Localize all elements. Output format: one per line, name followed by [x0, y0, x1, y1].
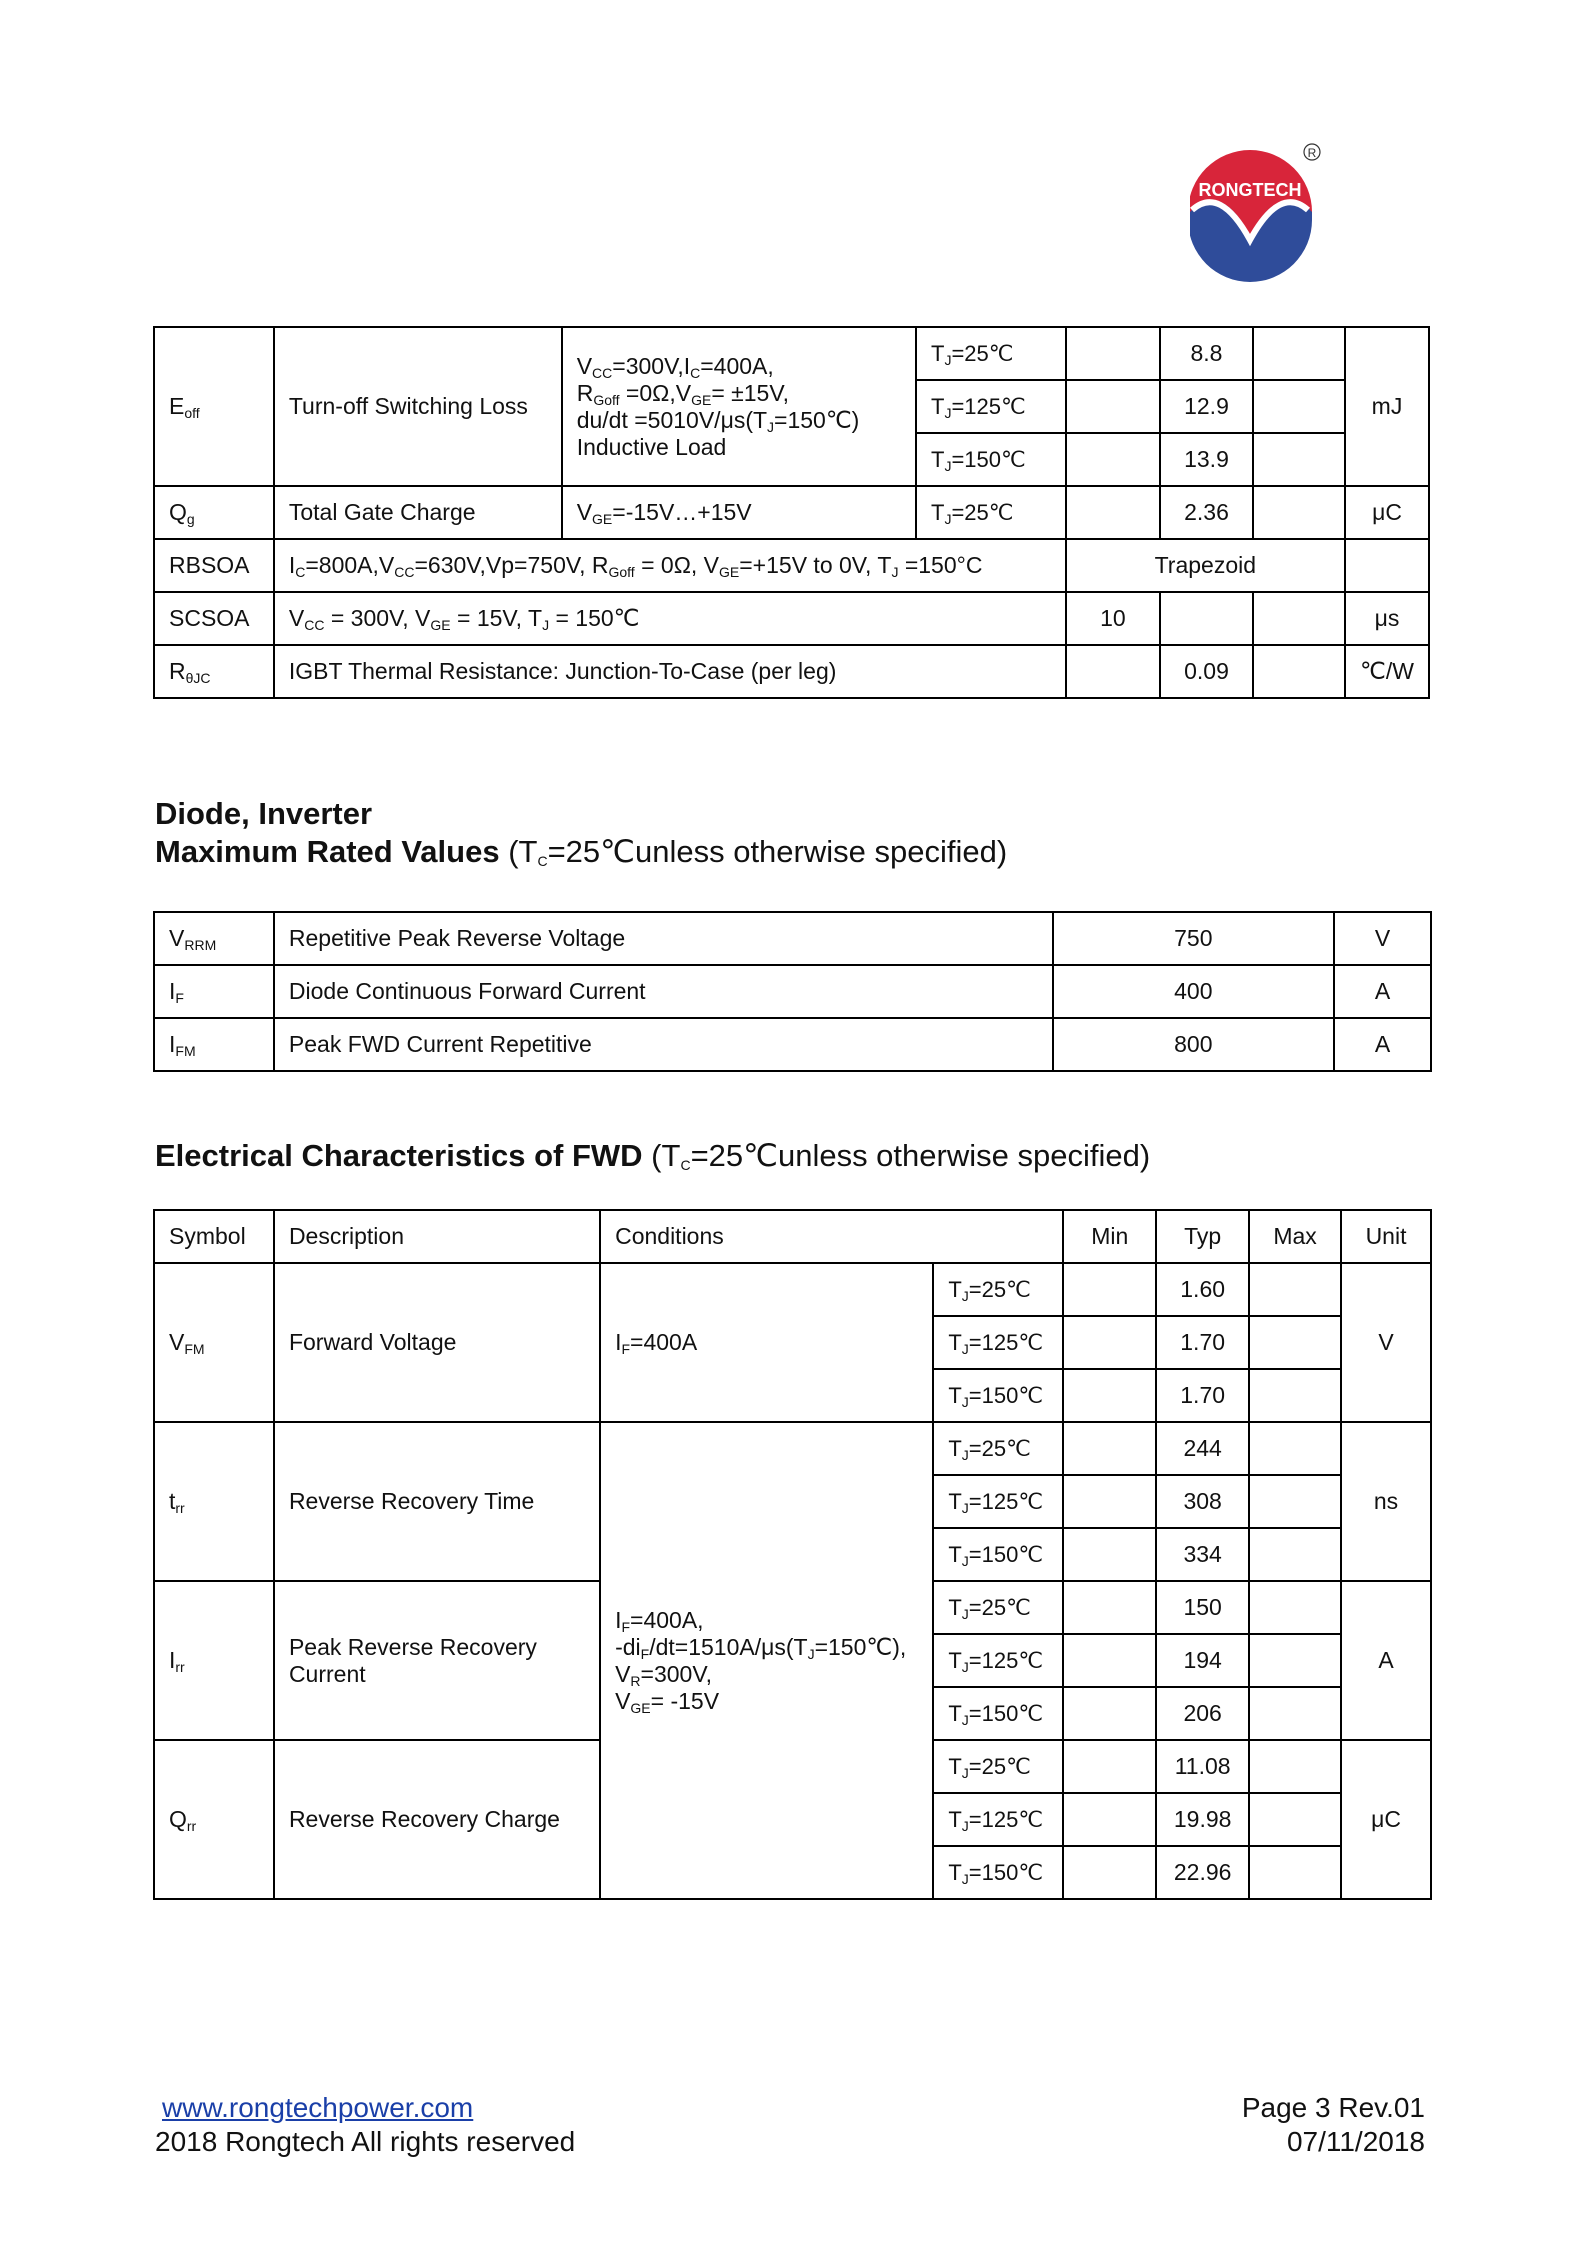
typ-cell: 2.36 — [1160, 486, 1253, 539]
max-cell — [1249, 1475, 1341, 1528]
min-cell — [1063, 1528, 1156, 1581]
tj-cell: $T_J=150℃$ — [933, 1528, 1063, 1581]
min-cell — [1063, 1687, 1156, 1740]
table-row — [154, 327, 1429, 380]
tj-cell: $T_J=125℃$ — [933, 1316, 1063, 1369]
qg-description: Total Gate Charge — [274, 486, 562, 539]
max-cell — [1249, 1369, 1341, 1422]
max-cell — [1249, 1263, 1341, 1316]
typ-cell: 19.98 — [1156, 1793, 1249, 1846]
vfm-symbol: $V_{FM}$ — [154, 1263, 274, 1422]
table-row — [154, 592, 1429, 645]
min-cell — [1066, 327, 1160, 380]
table-row — [154, 965, 1431, 1018]
typ-cell: 22.96 — [1156, 1846, 1249, 1899]
tj-cell: $T_J=25℃$ — [933, 1740, 1063, 1793]
qg-conditions: $V_{GE}=-15V\dots+15V$ — [562, 486, 916, 539]
footer-url[interactable] — [162, 2092, 473, 2124]
diode-max-rated-table — [153, 911, 1432, 1072]
fwd-characteristics-heading: Electrical Characteristics of FWD ($T_C=25℃unless$ otherwise specified) — [155, 1138, 1151, 1173]
ifm-symbol: $I_{FM}$ — [154, 1018, 274, 1071]
min-cell — [1063, 1793, 1156, 1846]
typ-cell: 8.8 — [1160, 327, 1253, 380]
fwd-shared-conditions: $I_F=400A$, $-di_F/dt=1510A/\mu s(T_J=150℃)$, $V_R=300V$, $V_{GE}= -15V$ — [600, 1422, 933, 1899]
qrr-symbol: $Q_{rr}$ — [154, 1740, 274, 1899]
col-header-unit: Unit — [1341, 1210, 1431, 1263]
trr-unit: ns — [1341, 1422, 1431, 1581]
rbsoa-symbol: RBSOA — [154, 539, 274, 592]
tj-cell: $T_J=125℃$ — [933, 1634, 1063, 1687]
scsoa-unit: μs — [1345, 592, 1429, 645]
max-cell — [1253, 592, 1345, 645]
tj-cell: $T_J=25℃$ — [916, 486, 1066, 539]
tj-cell: $T_J=150℃$ — [933, 1687, 1063, 1740]
irr-symbol: $I_{rr}$ — [154, 1581, 274, 1740]
typ-cell: 244 — [1156, 1422, 1249, 1475]
max-cell — [1249, 1634, 1341, 1687]
min-cell — [1066, 486, 1160, 539]
fwd-characteristics-table — [153, 1209, 1432, 1900]
tj-cell: $T_J=150℃$ — [916, 433, 1066, 486]
typ-cell: 1.60 — [1156, 1263, 1249, 1316]
vrrm-value: 750 — [1053, 912, 1335, 965]
tj-cell: $T_J=25℃$ — [933, 1581, 1063, 1634]
typ-cell: 150 — [1156, 1581, 1249, 1634]
rbsoa-value: Trapezoid — [1066, 539, 1345, 592]
max-cell — [1249, 1793, 1341, 1846]
table-row — [154, 486, 1429, 539]
eoff-conditions: $V_{CC}=300V,I_C=400A$, $R_{Goff} =0\Omega,V_{GE}= \pm 15V$, $du/dt =5010V/\mu s(T_J=150℃)$ Inductive Load — [562, 327, 916, 486]
trr-description: Reverse Recovery Time — [274, 1422, 600, 1581]
igbt-characteristics-table — [153, 326, 1430, 699]
scsoa-symbol: SCSOA — [154, 592, 274, 645]
qg-unit: μC — [1345, 486, 1429, 539]
min-cell — [1063, 1475, 1156, 1528]
vfm-conditions: $I_F=400A$ — [600, 1263, 933, 1422]
max-cell — [1249, 1422, 1341, 1475]
ifm-description: Peak FWD Current Repetitive — [274, 1018, 1053, 1071]
logo-text: RONGTECH — [1198, 180, 1302, 200]
qg-symbol: $Q_g$ — [154, 486, 274, 539]
trr-symbol: $t_{rr}$ — [154, 1422, 274, 1581]
qrr-description: Reverse Recovery Charge — [274, 1740, 600, 1899]
eoff-symbol: $E_{off}$ — [154, 327, 274, 486]
irr-description: Peak Reverse Recovery Current — [274, 1581, 600, 1740]
rth-description: IGBT Thermal Resistance: Junction-To-Case (per leg) — [274, 645, 1066, 698]
svg-text:R: R — [1307, 146, 1317, 160]
typ-cell: 1.70 — [1156, 1316, 1249, 1369]
min-cell — [1063, 1263, 1156, 1316]
col-header-symbol: Symbol — [154, 1210, 274, 1263]
tj-cell: $T_J=125℃$ — [933, 1793, 1063, 1846]
footer-copyright: 2018 Rongtech All rights reserved — [155, 2126, 576, 2157]
min-cell — [1063, 1369, 1156, 1422]
typ-cell: 0.09 — [1160, 645, 1253, 698]
min-cell — [1063, 1846, 1156, 1899]
max-cell — [1249, 1581, 1341, 1634]
max-cell — [1249, 1846, 1341, 1899]
table-row — [154, 539, 1429, 592]
table-row — [154, 1422, 1431, 1475]
typ-cell: 1.70 — [1156, 1369, 1249, 1422]
max-cell — [1249, 1528, 1341, 1581]
rongtech-logo — [1190, 140, 1335, 285]
table-row — [154, 1263, 1431, 1316]
min-cell — [1066, 433, 1160, 486]
if-symbol: $I_F$ — [154, 965, 274, 1018]
tj-cell: $T_J=150℃$ — [933, 1846, 1063, 1899]
vrrm-description: Repetitive Peak Reverse Voltage — [274, 912, 1053, 965]
typ-cell: 194 — [1156, 1634, 1249, 1687]
table-row — [154, 912, 1431, 965]
col-header-typ: Typ — [1156, 1210, 1249, 1263]
rth-unit: ℃/W — [1345, 645, 1429, 698]
typ-cell: 206 — [1156, 1687, 1249, 1740]
min-cell: 10 — [1066, 592, 1160, 645]
max-rated-values-heading: Maximum Rated Values ($T_C=25℃unless$ otherwise specified) — [155, 834, 1008, 869]
min-cell — [1063, 1740, 1156, 1793]
max-cell — [1253, 433, 1345, 486]
typ-cell: 11.08 — [1156, 1740, 1249, 1793]
footer-date: 07/11/2018 — [1286, 2126, 1425, 2157]
min-cell — [1066, 645, 1160, 698]
typ-cell: 13.9 — [1160, 433, 1253, 486]
table-row — [154, 1018, 1431, 1071]
col-header-min: Min — [1063, 1210, 1156, 1263]
scsoa-conditions: $V_{CC} = 300V$, $V_{GE} = 15V$, $T_J$ = 150℃ — [274, 592, 1066, 645]
min-cell — [1063, 1581, 1156, 1634]
min-cell — [1063, 1422, 1156, 1475]
ifm-value: 800 — [1053, 1018, 1335, 1071]
diode-section-title: Diode, Inverter — [155, 796, 373, 831]
footer-page: Page 3 Rev.01 — [1241, 2092, 1425, 2123]
vrrm-symbol: $V_{RRM}$ — [154, 912, 274, 965]
if-description: Diode Continuous Forward Current — [274, 965, 1053, 1018]
typ-cell — [1160, 592, 1253, 645]
typ-cell: 334 — [1156, 1528, 1249, 1581]
min-cell — [1066, 380, 1160, 433]
col-header-description: Description — [274, 1210, 600, 1263]
vfm-description: Forward Voltage — [274, 1263, 600, 1422]
max-cell — [1249, 1740, 1341, 1793]
vrrm-unit: V — [1334, 912, 1431, 965]
typ-cell: 308 — [1156, 1475, 1249, 1528]
qrr-unit: μC — [1341, 1740, 1431, 1899]
if-unit: A — [1334, 965, 1431, 1018]
min-cell — [1063, 1316, 1156, 1369]
tj-cell: $T_J=125℃$ — [916, 380, 1066, 433]
max-cell — [1249, 1687, 1341, 1740]
eoff-unit: mJ — [1345, 327, 1429, 486]
tj-cell: $T_J=150℃$ — [933, 1369, 1063, 1422]
eoff-description: Turn-off Switching Loss — [274, 327, 562, 486]
ifm-unit: A — [1334, 1018, 1431, 1071]
table-header-row — [154, 1210, 1431, 1263]
tj-cell: $T_J=25℃$ — [933, 1263, 1063, 1316]
max-cell — [1253, 645, 1345, 698]
max-cell — [1253, 486, 1345, 539]
website-link[interactable]: www.rongtechpower.com — [162, 2092, 474, 2123]
tj-cell: $T_J=125℃$ — [933, 1475, 1063, 1528]
rbsoa-conditions: $I_C=800A,V_{CC}=630V,Vp=750V$, $R_{Goff} = 0\Omega$, $V_{GE}=+15V$ to 0V, $T_J =150^\circ C$ — [274, 539, 1066, 592]
max-cell — [1253, 327, 1345, 380]
irr-unit: A — [1341, 1581, 1431, 1740]
col-header-conditions: Conditions — [600, 1210, 1063, 1263]
if-value: 400 — [1053, 965, 1335, 1018]
min-cell — [1063, 1634, 1156, 1687]
vfm-unit: V — [1341, 1263, 1431, 1422]
tj-cell: $T_J=25℃$ — [933, 1422, 1063, 1475]
max-cell — [1253, 380, 1345, 433]
rth-symbol: $R_{\theta JC}$ — [154, 645, 274, 698]
max-cell — [1249, 1316, 1341, 1369]
col-header-max: Max — [1249, 1210, 1341, 1263]
table-row — [154, 645, 1429, 698]
typ-cell: 12.9 — [1160, 380, 1253, 433]
tj-cell: $T_J=25℃$ — [916, 327, 1066, 380]
rbsoa-unit — [1345, 539, 1429, 592]
